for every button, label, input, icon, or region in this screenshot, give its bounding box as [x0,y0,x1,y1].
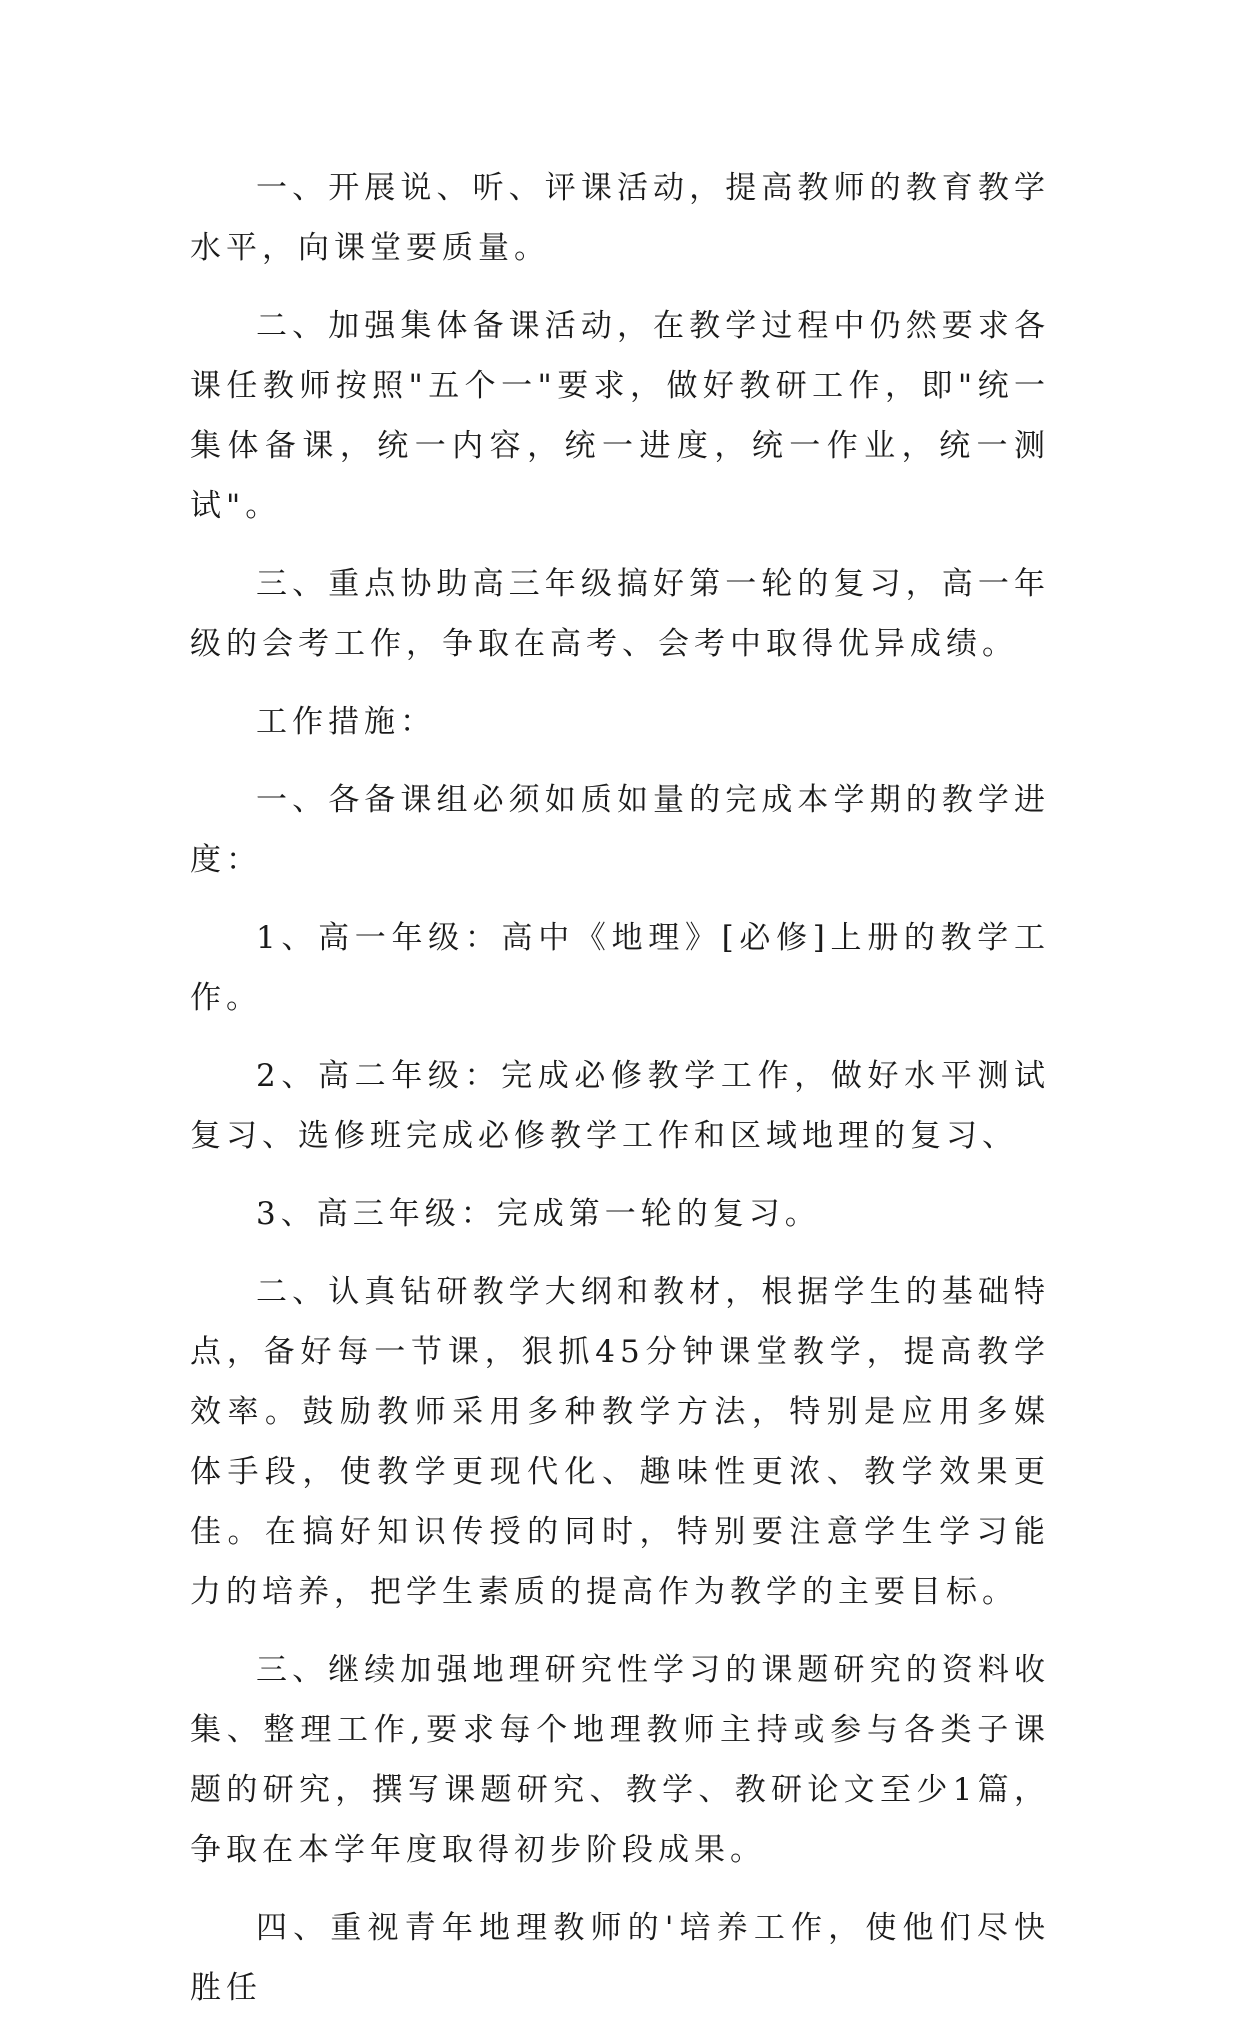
paragraph-goal-3: 三、重点协助高三年级搞好第一轮的复习，高一年级的会考工作，争取在高考、会考中取得优异成绩。 [190,566,1050,662]
paragraph-measures-heading: 工作措施： [256,704,436,740]
paragraph-goal-1: 一、开展说、听、评课活动，提高教师的教育教学水平，向课堂要质量。 [190,170,1050,266]
paragraph-grade-2: 2、高二年级：完成必修教学工作，做好水平测试复习、选修班完成必修教学工作和区域地理的复习、 [190,1058,1050,1154]
paragraph-grade-3: 3、高三年级：完成第一轮的复习。 [256,1196,821,1232]
paragraph-measure-2: 二、认真钻研教学大纲和教材，根据学生的基础特点，备好每一节课，狠抓45分钟课堂教学，提高教学效率。鼓励教师采用多种教学方法，特别是应用多媒体手段，使教学更现代化、趣味性更浓、教学效果更佳。在搞好知识传授的同时，特别要注意学生学习能力的培养，把学生素质的提高作为教学的主要目标。 [190,1274,1050,1610]
paragraph-measure-4: 四、重视青年地理教师的'培养工作，使他们尽快胜任 [190,1910,1050,2006]
document-page [190,158,1050,2036]
paragraph-measure-1: 一、各备课组必须如质如量的完成本学期的教学进度： [190,782,1050,878]
paragraph-grade-1: 1、高一年级：高中《地理》[必修]上册的教学工作。 [190,920,1050,1016]
paragraph-goal-2: 二、加强集体备课活动，在教学过程中仍然要求各课任教师按照"五个一"要求，做好教研工作，即"统一集体备课，统一内容，统一进度，统一作业，统一测试"。 [190,308,1050,524]
paragraph-measure-3: 三、继续加强地理研究性学习的课题研究的资料收集、整理工作,要求每个地理教师主持或参与各类子课题的研究，撰写课题研究、教学、教研论文至少1篇，争取在本学年度取得初步阶段成果。 [190,1652,1050,1868]
